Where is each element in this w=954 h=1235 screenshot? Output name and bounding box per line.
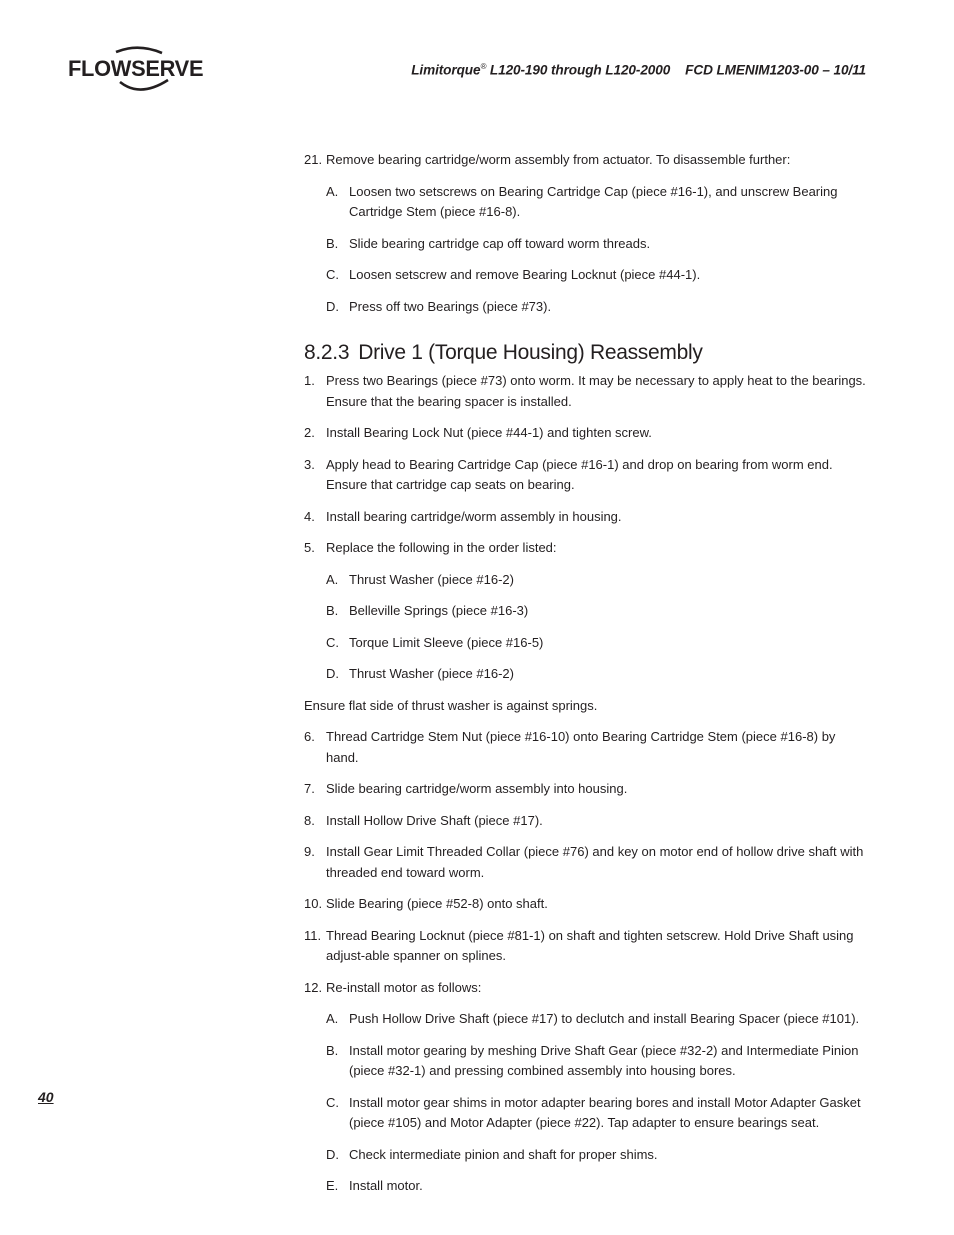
sub-letter: A.: [326, 1011, 339, 1026]
list-item: [304, 538, 869, 559]
step-number: 12.: [304, 979, 323, 995]
step-number: 4.: [304, 508, 315, 524]
sub-list-item: [304, 1145, 869, 1166]
sub-text: Thrust Washer (piece #16-2): [349, 571, 514, 587]
step-number: 7.: [304, 781, 315, 796]
flowserve-logo: [68, 44, 206, 96]
step-number: 2.: [304, 425, 315, 440]
logo-wordmark: FLOWSERVE: [68, 56, 204, 81]
list-item: [304, 727, 869, 768]
step-number: 3.: [304, 456, 315, 472]
sub-list-item: [304, 182, 869, 223]
registered-mark: ®: [480, 62, 487, 71]
sub-text: Thrust Washer (piece #16-2): [349, 666, 514, 681]
list-item: [304, 978, 869, 999]
sub-list-item: [304, 1093, 869, 1134]
header-brand: Limitorque: [411, 62, 481, 78]
step-text: Install Bearing Lock Nut (piece #44-1) and tighten screw.: [326, 425, 652, 440]
sub-letter: D.: [326, 666, 339, 681]
step-text: Slide Bearing (piece #52-8) onto shaft.: [326, 896, 548, 911]
sub-letter: C.: [326, 634, 339, 650]
sub-list-item: [304, 664, 869, 685]
list-item: [304, 507, 869, 528]
step-number: 5.: [304, 540, 315, 555]
note-text: Ensure flat side of thrust washer is against springs.: [304, 697, 598, 713]
step-text: Install Gear Limit Threaded Collar (piece #76) and key on motor end of hollow drive shaft with threaded end toward worm.: [326, 844, 864, 880]
sub-list-item: [304, 570, 869, 591]
sub-letter: A.: [326, 571, 339, 587]
sub-letter: B.: [326, 1042, 339, 1058]
sub-text: Install motor gearing by meshing Drive Shaft Gear (piece #32-2) and Intermediate Pinion (piece #32-1) and pressing combined assembly into housing bores.: [349, 1042, 859, 1078]
sub-list-item: [304, 633, 869, 654]
sub-list-item: [304, 1009, 869, 1030]
sub-text: Press off two Bearings (piece #73).: [349, 298, 552, 314]
sub-list-item: [304, 1041, 869, 1082]
note-paragraph: [304, 696, 869, 717]
step-number: 8.: [304, 812, 315, 828]
page-number: 40: [38, 1089, 54, 1105]
header-doc-code: FCD LMENIM1203-00 – 10/11: [685, 62, 866, 78]
logo-swoosh-icon: [68, 44, 206, 96]
sub-text: Check intermediate pinion and shaft for proper shims.: [349, 1146, 658, 1162]
sub-text: Loosen two setscrews on Bearing Cartridge Cap (piece #16-1), and unscrew Bearing Cartridge Stem (piece #16-8).: [349, 183, 838, 219]
sub-letter: B.: [326, 603, 339, 618]
step-text: Apply head to Bearing Cartridge Cap (piece #16-1) and drop on bearing from worm end. Ensure that cartridge cap seats on bearing.: [326, 456, 833, 492]
step-text: Install Hollow Drive Shaft (piece #17).: [326, 812, 543, 828]
step-text: Remove bearing cartridge/worm assembly from actuator. To disassemble further:: [326, 152, 791, 167]
step-text: Replace the following in the order listed:: [326, 540, 557, 555]
sub-text: Torque Limit Sleeve (piece #16-5): [349, 634, 544, 650]
sub-text: Slide bearing cartridge cap off toward worm threads.: [349, 235, 651, 251]
sub-text: Belleville Springs (piece #16-3): [349, 603, 529, 618]
sub-letter: D.: [326, 298, 339, 314]
header-title: L120-190 through L120-2000: [489, 62, 671, 78]
sub-letter: E.: [326, 1178, 339, 1193]
sub-list-item: [304, 601, 869, 622]
sub-text: Install motor.: [349, 1178, 423, 1193]
list-item: [304, 842, 869, 883]
step-number: 9.: [304, 844, 315, 859]
step-number: 11.: [304, 927, 322, 943]
step-text: Thread Bearing Locknut (piece #81-1) on shaft and tighten setscrew. Hold Drive Shaft using adjust-able spanner on splines.: [326, 927, 854, 963]
list-item: [304, 894, 869, 915]
list-item: [304, 455, 869, 496]
list-item: [304, 371, 869, 412]
sub-text: Loosen setscrew and remove Bearing Locknut (piece #44-1).: [349, 267, 701, 282]
step-number: 10.: [304, 896, 323, 911]
list-item: [304, 150, 869, 171]
list-item: [304, 926, 869, 967]
sub-letter: A.: [326, 183, 339, 199]
sub-letter: C.: [326, 267, 339, 282]
list-item: [304, 811, 869, 832]
sub-text: Push Hollow Drive Shaft (piece #17) to declutch and install Bearing Spacer (piece #101).: [349, 1011, 860, 1026]
sub-letter: C.: [326, 1094, 339, 1110]
list-item: [304, 779, 869, 800]
section-number: 8.2.3: [304, 341, 350, 364]
sub-list-item: [304, 234, 869, 255]
section-heading: [304, 341, 869, 365]
sub-letter: B.: [326, 235, 339, 251]
section-title: Drive 1 (Torque Housing) Reassembly: [358, 341, 703, 364]
step-number: 1.: [304, 373, 315, 388]
step-text: Install bearing cartridge/worm assembly in housing.: [326, 508, 622, 524]
step-text: Re-install motor as follows:: [326, 979, 482, 995]
step-text: Thread Cartridge Stem Nut (piece #16-10) onto Bearing Cartridge Stem (piece #16-8) by hand.: [326, 729, 836, 765]
step-number: 6.: [304, 729, 315, 744]
sub-text: Install motor gear shims in motor adapter bearing bores and install Motor Adapter Gasket (piece #105) and Motor Adapter (piece #22). Tap adapter to ensure bearings seat.: [349, 1094, 861, 1130]
running-header: [411, 62, 866, 78]
list-item: [304, 423, 869, 444]
step-text: Slide bearing cartridge/worm assembly into housing.: [326, 781, 628, 796]
sub-letter: D.: [326, 1146, 339, 1162]
sub-list-item: [304, 297, 869, 318]
step-text: Press two Bearings (piece #73) onto worm. It may be necessary to apply heat to the bearings. Ensure that the bearing spacer is installed.: [326, 373, 866, 409]
sub-list-item: [304, 265, 869, 286]
page-content: [304, 150, 869, 1197]
sub-list-item: [304, 1176, 869, 1197]
step-number: 21.: [304, 152, 323, 167]
